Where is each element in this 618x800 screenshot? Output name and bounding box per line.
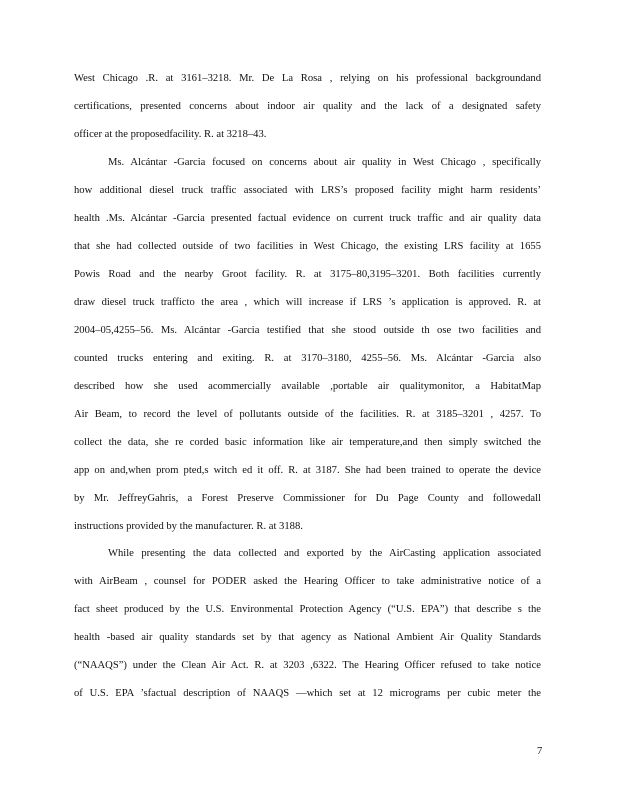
- text-line: collect the data, she re corded basic information like air temperature,and then simply switched the: [74, 437, 541, 448]
- text-line: 2004–05,4255–56. Ms. Alcántar -Garcia testified that she stood outside th ose two facilities and: [74, 325, 541, 336]
- text-line: how additional diesel truck traffic associated with LRS’s proposed facility might harm residents’: [74, 185, 541, 196]
- text-line: health -based air quality standards set by that agency as National Ambient Air Quality Standards: [74, 632, 541, 643]
- text-line: West Chicago .R. at 3161–3218. Mr. De La Rosa , relying on his professional backgroundand: [74, 73, 541, 84]
- text-line: While presenting the data collected and exported by the AirCasting application associated: [108, 548, 541, 559]
- text-line: counted trucks entering and exiting. R. at 3170–3180, 4255–56. Ms. Alcántar -Garcia also: [74, 353, 541, 364]
- text-line: instructions provided by the manufacturer. R. at 3188.: [74, 521, 303, 532]
- text-line: described how she used acommercially available ,portable air qualitymonitor, a HabitatMap: [74, 381, 541, 392]
- text-line: Air Beam, to record the level of pollutants outside of the facilities. R. at 3185–3201 , 4257. To: [74, 409, 541, 420]
- text-line: Ms. Alcántar -Garcia focused on concerns about air quality in West Chicago , specifically: [108, 157, 541, 168]
- text-line: app on and,when prom pted,s witch ed it off. R. at 3187. She had been trained to operate the device: [74, 465, 541, 476]
- text-line: certifications, presented concerns about indoor air quality and the lack of a designated safety: [74, 101, 541, 112]
- text-line: by Mr. JeffreyGahris, a Forest Preserve Commissioner for Du Page County and followedall: [74, 493, 541, 504]
- page-number: 7: [537, 746, 543, 757]
- text-line: of U.S. EPA ’sfactual description of NAAQS —which set at 12 micrograms per cubic meter the: [74, 688, 541, 699]
- text-line: draw diesel truck trafficto the area , which will increase if LRS ’s application is approved. R. at: [74, 297, 541, 308]
- text-line: with AirBeam , counsel for PODER asked the Hearing Officer to take administrative notice of a: [74, 576, 541, 587]
- text-line: health .Ms. Alcántar -Garcia presented factual evidence on current truck traffic and air quality data: [74, 213, 541, 224]
- text-line: fact sheet produced by the U.S. Environmental Protection Agency (“U.S. EPA”) that describe s the: [74, 604, 541, 615]
- text-line: officer at the proposedfacility. R. at 3218–43.: [74, 129, 267, 140]
- text-line: that she had collected outside of two facilities in West Chicago, the existing LRS facility at 1655: [74, 241, 541, 252]
- text-line: (“NAAQS”) under the Clean Air Act. R. at 3203 ,6322. The Hearing Officer refused to take notice: [74, 660, 541, 671]
- text-line: Powis Road and the nearby Groot facility. R. at 3175–80,3195–3201. Both facilities currently: [74, 269, 541, 280]
